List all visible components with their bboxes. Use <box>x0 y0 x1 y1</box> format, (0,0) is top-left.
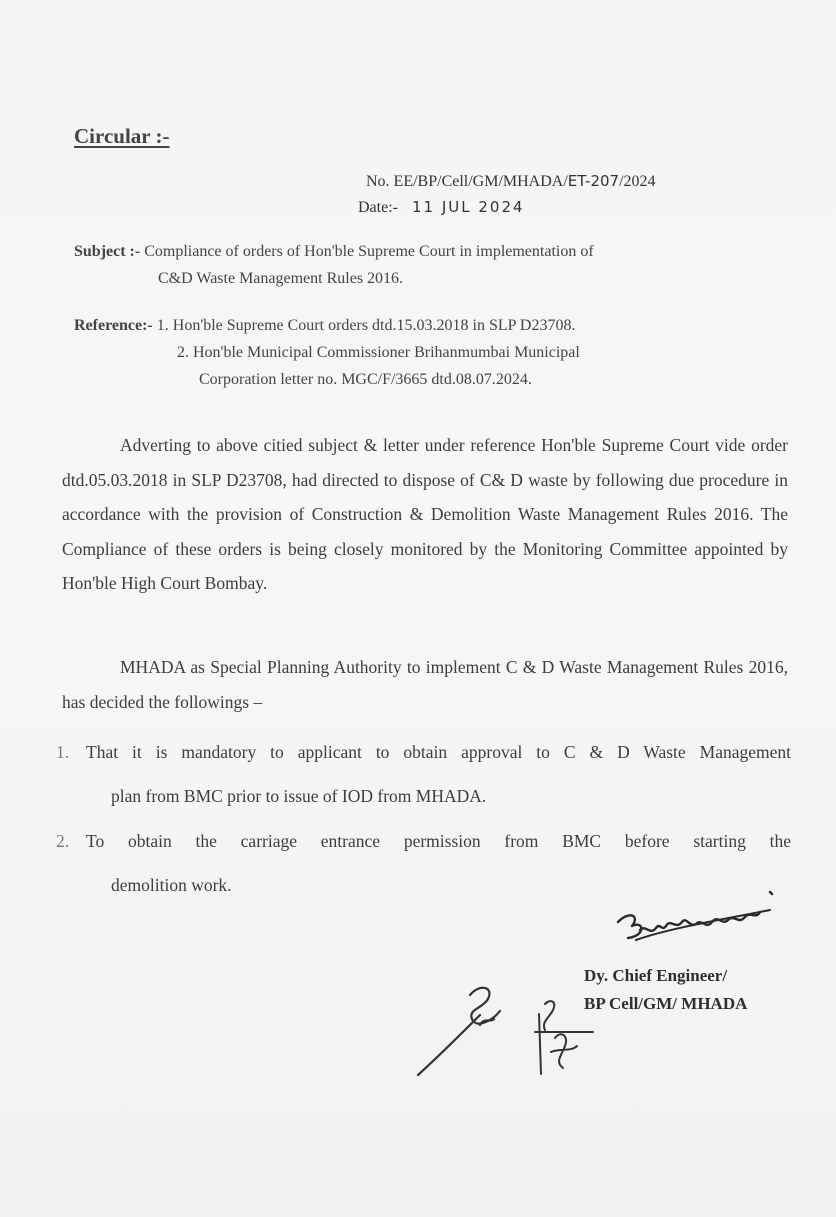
decision-number-1: 1. <box>56 742 70 762</box>
date-stamp: 11 JUL 2024 <box>411 198 525 216</box>
circular-number-year: /2024 <box>619 173 656 190</box>
reference-item-1: 1. Hon'ble Supreme Court orders dtd.15.03.2018 in SLP D23708. <box>156 317 576 334</box>
circular-number <box>366 172 656 191</box>
circular-number-label: No. EE/BP/Cell/GM/MHADA/ <box>366 173 568 190</box>
date-label: Date:- <box>358 199 398 216</box>
body-paragraph-1: Adverting to above citied subject & letter under reference Hon'ble Supreme Court vide order dtd.05.03.2018 in SLP D23708, had directed to dispose of C& D waste by following due procedure in accordance with the provision of Construction & Demolition Waste Management Rules 2016. The Compliance of these orders is being closely monitored by the Monitoring Committee appointed by Hon'ble High Court Bombay. <box>62 435 788 593</box>
chief-engineer-signature <box>610 880 780 955</box>
decision-2-line-2: demolition work. <box>111 875 232 895</box>
decision-item-1 <box>56 730 796 818</box>
body-paragraph-2: MHADA as Special Planning Authority to implement C & D Waste Management Rules 2016, has decided the followings – <box>62 657 788 712</box>
subject-text-1: Compliance of orders of Hon'ble Supreme Court in implementation of <box>144 243 594 260</box>
decision-1-line-2: plan from BMC prior to issue of IOD from MHADA. <box>111 786 487 806</box>
subject-line-1 <box>74 243 594 261</box>
reference-label: Reference:- <box>74 317 153 334</box>
decision-2-line-1: To obtain the carriage entrance permission from BMC before starting the <box>86 831 791 851</box>
signatory-line-2: BP Cell/GM/ MHADA <box>584 994 748 1013</box>
circular-number-handwritten: ET-207 <box>567 172 620 190</box>
reference-item-2-line-1: 2. Hon'ble Municipal Commissioner Brihanmumbai Municipal <box>177 344 580 361</box>
decision-number-2: 2. <box>56 831 70 851</box>
reference-line-1 <box>74 317 575 335</box>
initials-scribble-right <box>515 992 605 1082</box>
signatory-line-1: Dy. Chief Engineer/ <box>584 966 728 985</box>
circular-date <box>358 198 525 217</box>
signatory-designation <box>584 962 747 1018</box>
subject-line-2: C&D Waste Management Rules 2016. <box>158 270 404 287</box>
decision-1-line-1: That it is mandatory to applicant to obtain approval to C & D Waste Management <box>86 742 791 762</box>
circular-heading: Circular :- <box>74 124 170 148</box>
reference-item-2-line-2: Corporation letter no. MGC/F/3665 dtd.08.07.2024. <box>199 371 532 388</box>
initials-scribble-left <box>410 975 520 1085</box>
subject-label: Subject :- <box>74 243 141 260</box>
